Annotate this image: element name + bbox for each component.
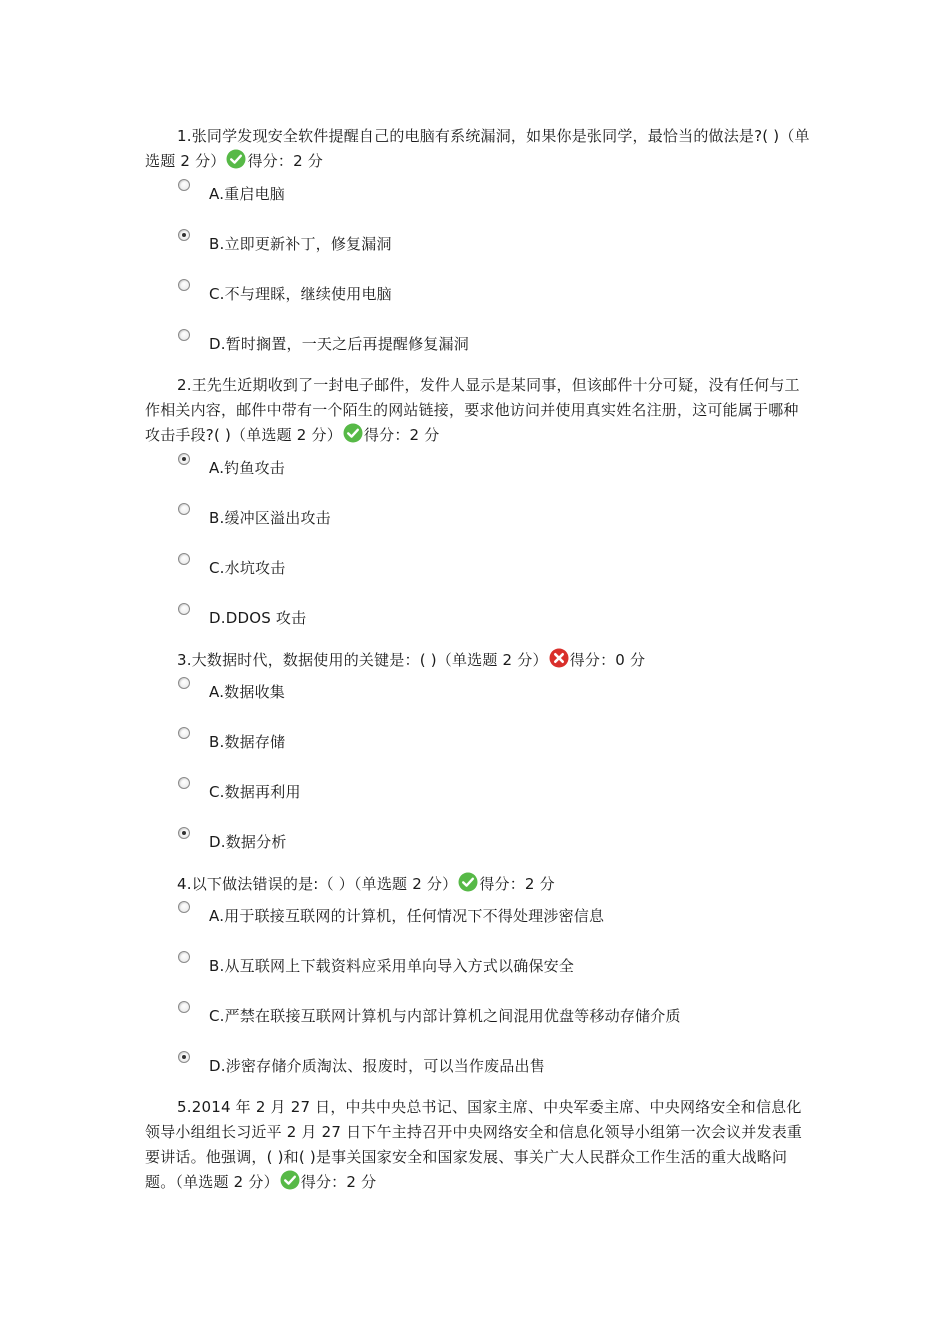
question-5-stem bbox=[145, 1095, 810, 1195]
radio-button[interactable] bbox=[178, 603, 190, 615]
question-3-stem bbox=[145, 648, 810, 673]
question-1-stem bbox=[145, 124, 810, 174]
option-label: D.暂时搁置，一天之后再提醒修复漏洞 bbox=[209, 335, 469, 353]
radio-button[interactable] bbox=[178, 553, 190, 565]
question-3-option-d[interactable] bbox=[178, 827, 778, 857]
radio-button[interactable] bbox=[178, 279, 190, 291]
question-1-text: 1.张同学发现安全软件提醒自己的电脑有系统漏洞，如果你是张同学，最恰当的做法是?( )（单选题 2 分） bbox=[145, 127, 810, 170]
radio-button[interactable] bbox=[178, 1001, 190, 1013]
option-label: B.缓冲区溢出攻击 bbox=[209, 509, 331, 527]
check-circle-icon bbox=[458, 872, 478, 892]
option-label: A.重启电脑 bbox=[209, 185, 285, 203]
question-4-text: 4.以下做法错误的是:（ ）（单选题 2 分） bbox=[177, 875, 458, 893]
question-3-option-b[interactable] bbox=[178, 727, 778, 757]
question-3-score: 得分：0 分 bbox=[569, 651, 646, 669]
question-2-stem bbox=[145, 373, 810, 448]
radio-button[interactable] bbox=[178, 901, 190, 913]
option-label: A.数据收集 bbox=[209, 683, 285, 701]
check-circle-icon bbox=[343, 423, 363, 443]
question-2-option-b[interactable] bbox=[178, 503, 778, 533]
option-label: C.水坑攻击 bbox=[209, 559, 286, 577]
radio-button-selected[interactable] bbox=[178, 1051, 190, 1063]
question-4-option-b[interactable] bbox=[178, 951, 778, 981]
option-label: D.数据分析 bbox=[209, 833, 287, 851]
radio-button[interactable] bbox=[178, 329, 190, 341]
question-2-option-c[interactable] bbox=[178, 553, 778, 583]
radio-button[interactable] bbox=[178, 179, 190, 191]
question-2-text: 2.王先生近期收到了一封电子邮件，发件人显示是某同事，但该邮件十分可疑，没有任何与工作相关内容，邮件中带有一个陌生的网站链接，要求他访问并使用真实姓名注册，这可能属于哪种攻击手段?( )（单选题 2 分） bbox=[145, 376, 800, 444]
option-label: B.数据存储 bbox=[209, 733, 286, 751]
option-label: C.严禁在联接互联网计算机与内部计算机之间混用优盘等移动存储介质 bbox=[209, 1007, 681, 1025]
question-4-option-c[interactable] bbox=[178, 1001, 778, 1031]
option-label: A.钓鱼攻击 bbox=[209, 459, 285, 477]
question-2-option-d[interactable] bbox=[178, 603, 778, 633]
question-4-score: 得分：2 分 bbox=[479, 875, 555, 893]
question-1-option-b[interactable] bbox=[178, 229, 778, 259]
question-1-option-a[interactable] bbox=[178, 179, 778, 209]
radio-button[interactable] bbox=[178, 503, 190, 515]
question-2-option-a[interactable] bbox=[178, 453, 778, 483]
option-label: B.立即更新补丁，修复漏洞 bbox=[209, 235, 392, 253]
question-1-option-d[interactable] bbox=[178, 329, 778, 359]
radio-button[interactable] bbox=[178, 777, 190, 789]
question-4-option-d[interactable] bbox=[178, 1051, 778, 1081]
question-3-text: 3.大数据时代，数据使用的关键是：( )（单选题 2 分） bbox=[177, 651, 548, 669]
question-1-option-c[interactable] bbox=[178, 279, 778, 309]
question-5-score: 得分：2 分 bbox=[300, 1173, 377, 1191]
radio-button-selected[interactable] bbox=[178, 229, 190, 241]
check-circle-icon bbox=[226, 149, 246, 169]
radio-button[interactable] bbox=[178, 677, 190, 689]
option-label: D.DDOS 攻击 bbox=[209, 609, 307, 627]
radio-button-selected[interactable] bbox=[178, 827, 190, 839]
question-1-score: 得分：2 分 bbox=[247, 152, 323, 170]
question-4-option-a[interactable] bbox=[178, 901, 778, 931]
option-label: D.涉密存储介质淘汰、报废时，可以当作废品出售 bbox=[209, 1057, 545, 1075]
check-circle-icon bbox=[280, 1170, 300, 1190]
x-circle-icon bbox=[549, 648, 569, 668]
option-label: A.用于联接互联网的计算机，任何情况下不得处理涉密信息 bbox=[209, 907, 605, 925]
option-label: C.不与理睬，继续使用电脑 bbox=[209, 285, 392, 303]
question-2-score: 得分：2 分 bbox=[363, 426, 440, 444]
radio-button-selected[interactable] bbox=[178, 453, 190, 465]
question-3-option-c[interactable] bbox=[178, 777, 778, 807]
radio-button[interactable] bbox=[178, 727, 190, 739]
question-3-option-a[interactable] bbox=[178, 677, 778, 707]
option-label: C.数据再利用 bbox=[209, 783, 301, 801]
question-5-text: 5.2014 年 2 月 27 日，中共中央总书记、国家主席、中央军委主席、中央网络安全和信息化领导小组组长习近平 2 月 27 日下午主持召开中央网络安全和信息化领导小组第一次会议并发表重要讲话。他强调，( )和( )是事关国家安全和国家发展、事关广大人民群众工作生活的重大战略问题。（单选题 2 分） bbox=[145, 1098, 803, 1191]
question-4-stem bbox=[145, 872, 810, 897]
radio-button[interactable] bbox=[178, 951, 190, 963]
option-label: B.从互联网上下载资料应采用单向导入方式以确保安全 bbox=[209, 957, 575, 975]
